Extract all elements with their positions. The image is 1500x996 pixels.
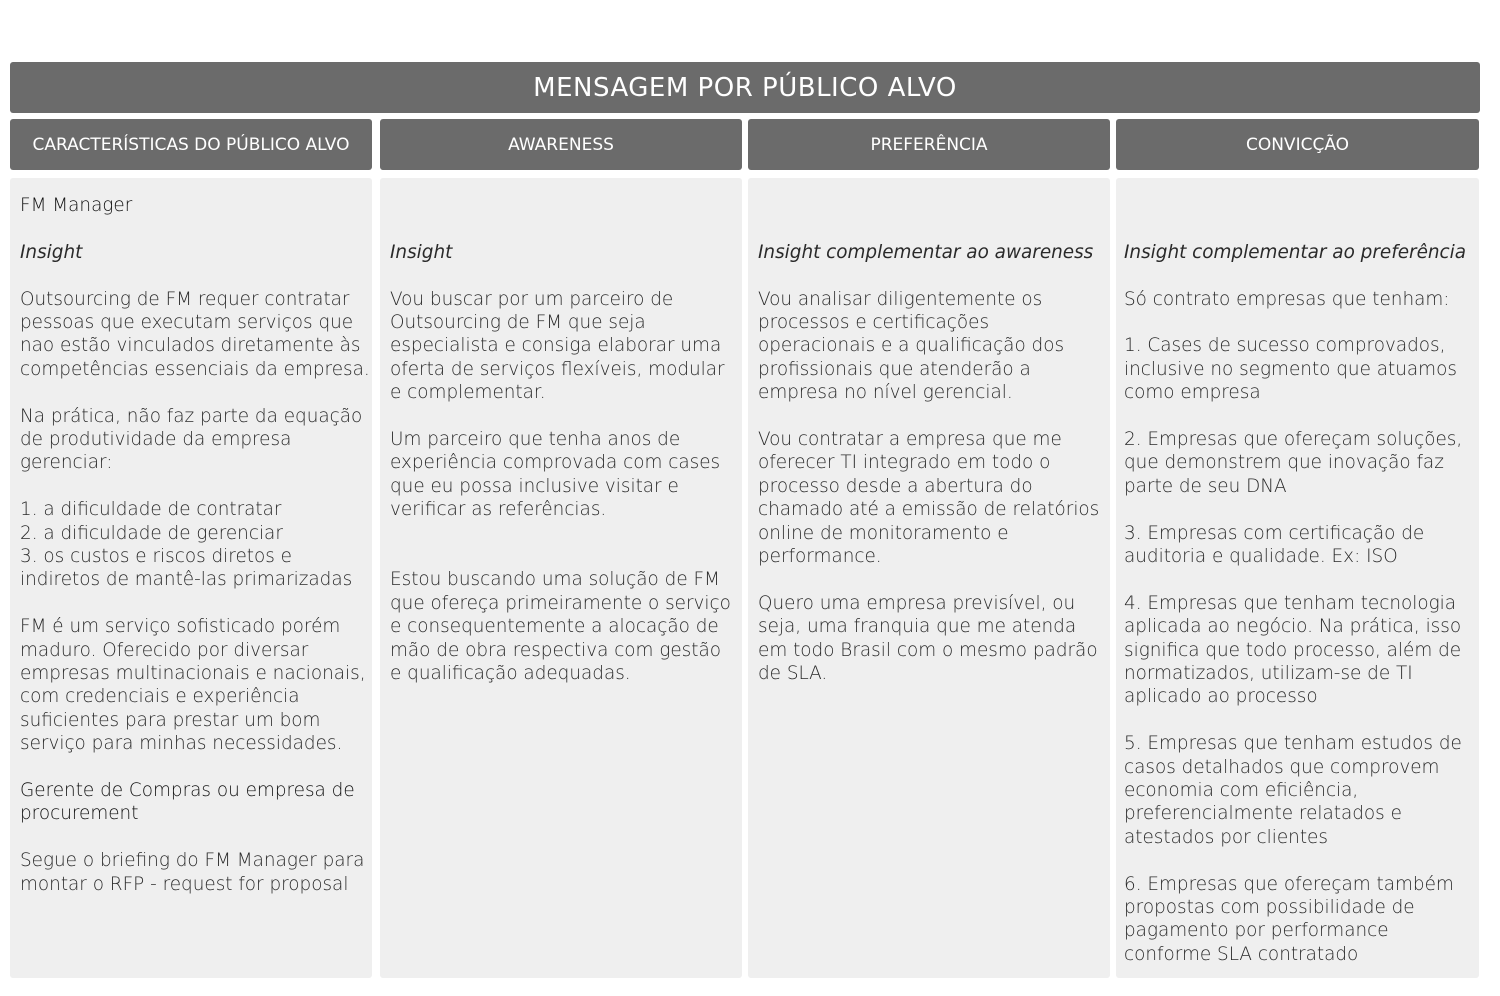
header-preferencia: PREFERÊNCIA: [748, 119, 1110, 170]
insight-label: Insight: [20, 241, 83, 263]
paragraph: Vou buscar por um parceiro de Outsourcing de FM que seja especialista e consiga elaborar uma oferta de serviços flexíveis, modular e complementar.: [390, 288, 725, 404]
role-gerente-compras: Gerente de Compras ou empresa de procurement: [20, 780, 355, 825]
paragraph: Quero uma empresa previsível, ou seja, uma franquia que me atenda em todo Brasil com o mesmo padrão de SLA.: [758, 592, 1098, 685]
role-fm-manager: FM Manager: [20, 195, 133, 216]
paragraph: FM é um serviço sofisticado porém maduro. Oferecido por diversar empresas multinacionais e nacionais, com credenciais e experiência suficientes para prestar um bom serviço para minhas necessidades.: [20, 616, 366, 755]
paragraph: Vou analisar diligentemente os processos e certificações operacionais e a qualificação dos profissionais que atenderão a empresa no nível gerencial.: [758, 288, 1065, 404]
insight-label: Insight: [390, 241, 453, 263]
paragraph: Estou buscando uma solução de FM que ofereça primeiramente o serviço e consequentemente a alocação de mão de obra respectiva com gestão e qualificação adequadas.: [390, 569, 731, 685]
column-publico-alvo: [10, 178, 372, 978]
column-awareness: [380, 178, 742, 978]
column-preferencia: [748, 178, 1110, 978]
column-conviccao: [1116, 178, 1479, 978]
list-item: 1. Cases de sucesso comprovados, inclusive no segmento que atuamos como empresa: [1124, 335, 1457, 404]
insight-label: Insight complementar ao preferência: [1124, 241, 1467, 263]
page-title: MENSAGEM POR PÚBLICO ALVO: [10, 62, 1480, 113]
list-item: 5. Empresas que tenham estudos de casos detalhados que comprovem economia com eficiência, preferencialmente relatados e atestados por clientes: [1124, 733, 1462, 848]
header-conviccao: CONVICÇÃO: [1116, 119, 1479, 170]
difficulty-list: 1. a dificuldade de contratar 2. a dificuldade de gerenciar 3. os custos e riscos diretos e indiretos de mantê-las primarizadas: [20, 499, 353, 591]
paragraph: Outsourcing de FM requer contratar pessoas que executam serviços que nao estão vinculados diretamente às competências essenciais da empresa.: [20, 288, 370, 380]
paragraph: Um parceiro que tenha anos de experiência comprovada com cases que eu possa inclusive visitar e verificar as referências.: [390, 429, 721, 521]
intro-text: Só contrato empresas que tenham:: [1124, 288, 1450, 310]
list-item: 4. Empresas que tenham tecnologia aplicada ao negócio. Na prática, isso significa que todo processo, além de normatizados, utilizam-se de TI aplicado ao processo: [1124, 592, 1462, 708]
paragraph: Vou contratar a empresa que me oferecer TI integrado em todo o processo desde a abertura do chamado até a emissão de relatórios online de monitoramento e performance.: [758, 429, 1100, 568]
insight-label: Insight complementar ao awareness: [758, 241, 1094, 263]
list-item: 2. Empresas que ofereçam soluções, que demonstrem que inovação faz parte de seu DNA: [1124, 428, 1463, 497]
list-item: 3. Empresas com certificação de auditoria e qualidade. Ex: ISO: [1124, 522, 1425, 567]
paragraph: Na prática, não faz parte da equação de produtividade da empresa gerenciar:: [20, 405, 363, 474]
header-awareness: AWARENESS: [380, 119, 742, 170]
list-item: 6. Empresas que ofereçam também propostas com possibilidade de pagamento por performance conforme SLA contratado: [1124, 873, 1454, 965]
paragraph: Segue o briefing do FM Manager para montar o RFP - request for proposal: [20, 850, 365, 895]
header-publico-alvo: CARACTERÍSTICAS DO PÚBLICO ALVO: [10, 119, 372, 170]
